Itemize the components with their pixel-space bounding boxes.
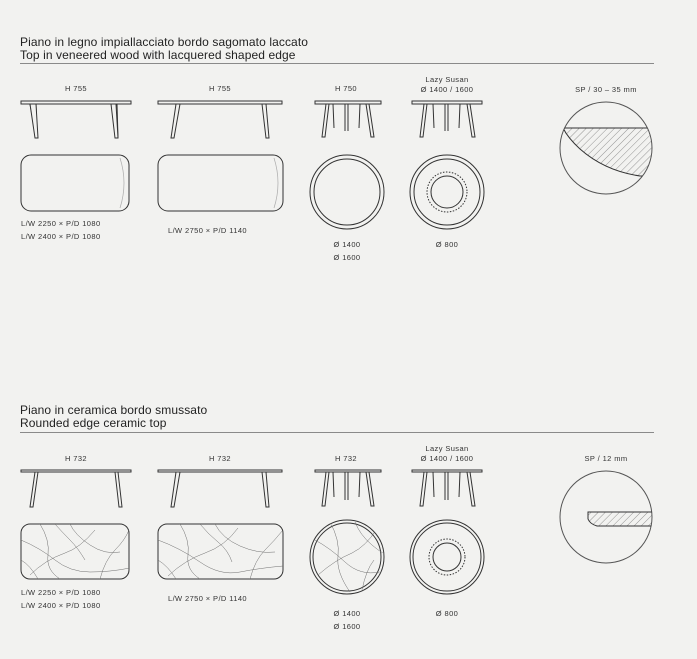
s1-round-diam-1: Ø 1400	[333, 240, 361, 249]
s2-elevation-rect-table-1	[21, 470, 131, 507]
s2-lazy-susan-sizes: Ø 1400 / 1600	[420, 454, 474, 463]
section1-title-it: Piano in legno impiallacciato bordo sagomato laccato	[20, 35, 309, 49]
s2-round-diam-1: Ø 1400	[333, 609, 361, 618]
s2-elevation-round-table	[315, 470, 381, 506]
section2-title-it: Piano in ceramica bordo smussato	[20, 403, 208, 417]
s1-lazy-diam: Ø 800	[435, 240, 459, 249]
s1-elevation-lazy-susan-table	[412, 101, 482, 137]
s2-elevation-lazy-susan-table	[412, 470, 482, 506]
s2-lazy-diam: Ø 800	[435, 609, 459, 618]
s2-plan-round-marble	[310, 520, 384, 594]
s1-plan-lazy-susan	[410, 155, 484, 229]
s1-elevation-rect-table-2	[158, 101, 282, 138]
s1-lazy-susan-sizes: Ø 1400 / 1600	[420, 85, 474, 94]
s1-lazy-susan-label: Lazy Susan	[425, 75, 469, 84]
s1-plan-rect-1-edge	[120, 158, 124, 208]
s2-round-diam-2: Ø 1600	[333, 622, 361, 631]
s1-height-label-3: H 750	[334, 84, 358, 93]
s1-elevation-round-table	[315, 101, 381, 137]
s2-plan-lazy-susan	[410, 520, 484, 594]
s1-plan-rect-2-edge	[274, 158, 278, 208]
s2-lazy-susan-label: Lazy Susan	[425, 444, 469, 453]
s2-height-label-1: H 732	[64, 454, 88, 463]
s1-plan-rect-2	[158, 155, 283, 211]
s1-edge-detail	[560, 102, 655, 194]
s2-dims-1a: L/W 2250 × P/D 1080	[21, 588, 101, 597]
s1-height-label-2: H 755	[208, 84, 232, 93]
s1-thickness-label: SP / 30 – 35 mm	[575, 85, 637, 94]
s2-plan-rect-2-marble	[158, 524, 283, 579]
s2-height-label-3: H 732	[334, 454, 358, 463]
s1-plan-rect-1	[21, 155, 129, 211]
s2-elevation-rect-table-2	[158, 470, 282, 507]
s2-plan-rect-1-marble	[21, 524, 130, 579]
section1-title-en: Top in veneered wood with lacquered shaped edge	[20, 48, 296, 62]
s2-dims-1b: L/W 2400 × P/D 1080	[21, 601, 101, 610]
s1-elevation-rect-table-1	[21, 101, 131, 138]
s2-thickness-label: SP / 12 mm	[584, 454, 628, 463]
section2-title-en: Rounded edge ceramic top	[20, 416, 167, 430]
s1-dims-2: L/W 2750 × P/D 1140	[168, 226, 247, 235]
s1-dims-1a: L/W 2250 × P/D 1080	[21, 219, 101, 228]
s1-plan-round	[310, 155, 384, 229]
s1-height-label-1: H 755	[64, 84, 88, 93]
s2-dims-2: L/W 2750 × P/D 1140	[168, 594, 247, 603]
s2-edge-detail	[560, 471, 655, 563]
s2-height-label-2: H 732	[208, 454, 232, 463]
s1-round-diam-2: Ø 1600	[333, 253, 361, 262]
s1-dims-1b: L/W 2400 × P/D 1080	[21, 232, 101, 241]
